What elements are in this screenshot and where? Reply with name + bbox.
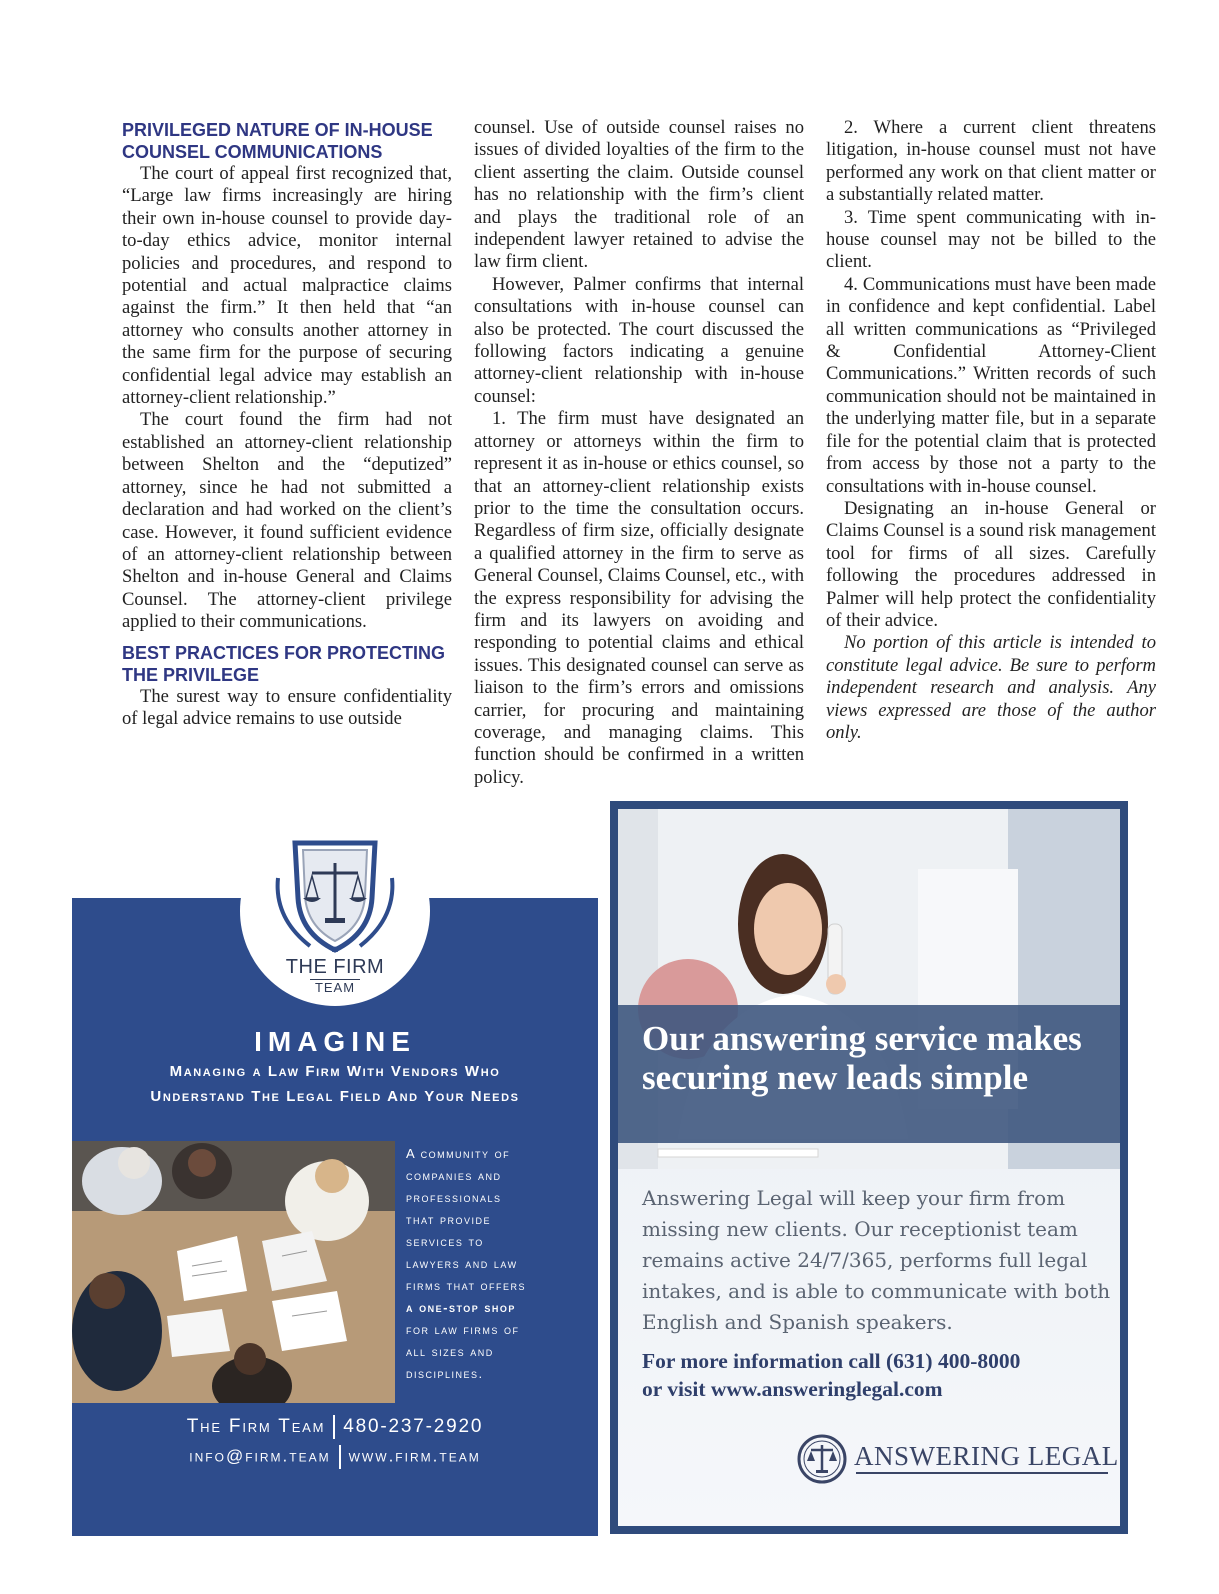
article-column-1	[122, 117, 452, 730]
paragraph: 1. The firm must have designated an attorney or attorneys within the firm to represent it as in-house or ethics counsel, so that an attorney-client relationship exists prior to the time the consultation occurs. Regardless of firm size, officially designate a qualified attorney in the firm to serve as General Counsel, Claims Counsel, etc., with the express responsibility for advising the firm and its lawyers on avoiding and responding to potential claims and ethical issues. This designated counsel can serve as liaison to the firm’s errors and omissions carrier, for procuring and maintaining coverage, and managing claims. This function should be confirmed in a written policy.	[474, 408, 804, 788]
contact-email[interactable]: info@firm.team	[189, 1446, 331, 1466]
section-heading-best-practices: BEST PRACTICES FOR PROTECTING THE PRIVILEGE	[122, 642, 446, 685]
paragraph: counsel. Use of outside counsel raises no issues of divided loyalties of the firm to the client asserting the claim. Outside counsel has no relationship with the firm’s client and plays the traditional role of an independent lawyer retained to advise the law firm client.	[474, 117, 804, 273]
blurb-line: all sizes and	[406, 1344, 494, 1359]
cta-phone[interactable]: For more information call (631) 400-8000	[642, 1349, 1021, 1373]
paragraph: The court of appeal first recognized that, “Large law firms increasingly are hiring their own in-house counsel to provide day-to-day ethics advice, monitor internal policies and procedures, and respond to potential and actual malpractice claims against the firm.” It then held that “an attorney who consults another attorney in the same firm for the purpose of securing confidential legal advice may establish an attorney-client relationship.”	[122, 163, 452, 409]
ad-panel	[618, 809, 1120, 1526]
blurb-line: companies and	[406, 1168, 502, 1183]
blurb-line: services to	[406, 1234, 484, 1249]
paragraph: The surest way to ensure confidentiality of legal advice remains to use outside	[122, 685, 452, 729]
section-heading-privileged: PRIVILEGED NATURE OF IN-HOUSE COUNSEL COMMUNICATIONS	[122, 120, 433, 162]
ad-tagline-2: Understand The Legal Field And Your Needs	[150, 1088, 520, 1105]
paragraph: 2. Where a current client threatens litigation, in-house counsel must not have performed any work on that client matter or a substantially related matter.	[826, 117, 1156, 206]
paragraph: However, Palmer confirms that internal consultations with in-house counsel can also be protected. The court discussed the following factors indicating a genuine attorney-client relationship with in-house counsel:	[474, 273, 804, 407]
paragraph: The court found the firm had not established an attorney-client relationship between Shelton and the “deputized” attorney, since he had not submitted a declaration and had worked on the client’s case. However, it found sufficient evidence of an attorney-client relationship between Shelton and in-house General and Claims Counsel. The attorney-client privilege applied to their communications.	[122, 409, 452, 633]
article-column-2	[474, 117, 804, 789]
ad-headline: IMAGINE	[254, 1026, 416, 1057]
ad-call-to-action	[642, 1347, 1112, 1403]
blurb-line: for law firms of	[406, 1322, 520, 1337]
separator	[333, 1415, 335, 1439]
contact-name: The Firm Team	[186, 1416, 326, 1438]
paragraph: 4. Communications must have been made in confidence and kept confidential. Label all written communications as “Privileged & Confidential Attorney-Client Communications.” Written records of such communication should not be maintained in the underlying matter file, but in a separate file for the potential claim that is protected from access by those not a party to the consultations with in-house counsel.	[826, 273, 1156, 497]
scales-of-justice-icon	[270, 838, 400, 958]
logo-subtitle: TEAM	[314, 980, 356, 995]
paragraph: 3. Time spent communicating with in-house counsel may not be billed to the client.	[826, 206, 1156, 273]
article-column-3	[826, 117, 1156, 744]
wordmark-underline	[856, 1472, 1108, 1474]
cta-website[interactable]: or visit www.answeringlegal.com	[642, 1377, 943, 1401]
ad-body: Answering Legal will keep your firm from missing new clients. Our receptionist team remains active 24/7/365, performs full legal intakes, and is able to communicate with both English and Spanish speakers.	[642, 1186, 1111, 1334]
ad-contact-line-1	[72, 1415, 598, 1439]
paragraph: Designating an in-house General or Claims Counsel is a sound risk management tool for firms of all sizes. Carefully following the procedures addressed in Palmer will help protect the confidentiality of their advice.	[826, 497, 1156, 631]
ad-tagline-1: Managing a Law Firm With Vendors Who	[169, 1063, 501, 1080]
blurb-line: firms that offers	[406, 1278, 527, 1293]
ad-headline	[642, 1019, 1112, 1097]
ad-contact-line-2	[72, 1445, 598, 1469]
ad-answering-legal	[610, 801, 1128, 1534]
blurb-highlight: a one-stop shop	[406, 1300, 516, 1315]
blurb-line: that provide	[406, 1212, 491, 1227]
contact-phone[interactable]: 480-237-2920	[343, 1416, 484, 1438]
logo-name: THE FIRM	[285, 956, 385, 978]
meeting-photo	[72, 1141, 395, 1403]
disclaimer: No portion of this article is intended to constitute legal advice. Be sure to perform independent research and analysis. Any views expressed are those of the author only.	[826, 632, 1156, 743]
contact-website[interactable]: www.firm.team	[348, 1446, 481, 1466]
blurb-line: professionals	[406, 1190, 502, 1205]
scales-logo-icon	[796, 1433, 848, 1485]
separator	[339, 1445, 341, 1469]
ad-blurb	[406, 1143, 586, 1385]
blurb-line: A community of	[406, 1146, 511, 1161]
blurb-line: lawyers and law	[406, 1256, 518, 1271]
answering-legal-wordmark: ANSWERING LEGAL	[854, 1441, 1119, 1471]
blurb-line: disciplines.	[406, 1366, 484, 1381]
headline-line: securing new leads simple	[642, 1058, 1028, 1097]
headline-line: Our answering service makes	[642, 1019, 1082, 1058]
